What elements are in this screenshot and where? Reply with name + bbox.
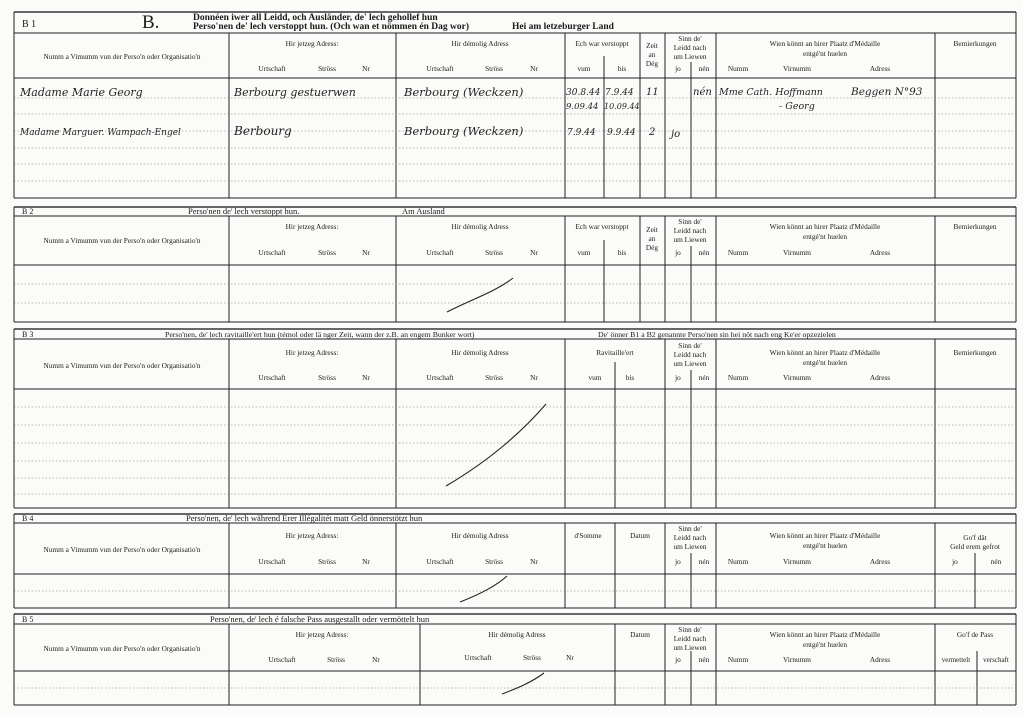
sub-header-street: Ströss [485,557,503,566]
sub-header-firstname: Virnumm [783,64,811,73]
sub-header-place: Urtschaft [258,248,286,257]
strike-through-mark [502,673,544,694]
sub-header-street: Ströss [485,64,503,73]
sub-header-street: Ströss [318,248,336,257]
sub-header-street: Ströss [485,373,503,382]
col-header-medal-1: Wien könnt an hirer Plaatz d'Médaille [769,39,881,48]
col-header-remarks: Bemierkungen [953,348,997,357]
sub-header-place: Urtschaft [426,64,454,73]
col-header-name: Numm a Vimumm vun der Perso'n oder Organisatio'n [43,52,201,61]
col-header-suffer-2: Leidd nach [673,634,707,643]
col-header-medal-2: entgé'nt huelen [802,541,848,550]
col-header-time-2: an [648,50,656,59]
sub-header-place: Urtschaft [268,655,296,664]
col-header-hidden: Ech war verstoppt [575,39,629,48]
sub-header-firstname: Virnumm [783,373,811,382]
col-header-hidden: Ech war verstoppt [575,222,629,231]
entry-1-current-address: Berbourg gestuerwen [234,86,356,99]
col-header-sum: d'Somme [574,531,602,540]
col-header-former-address: Hir démolig Adress [451,348,509,357]
col-header-suffer-1: Sinn de' [678,625,702,634]
sub-header-street: Ströss [485,248,503,257]
col-header-medal-1: Wien könnt an hirer Plaatz d'Médaille [769,531,881,540]
col-header-former-address: Hir démolig Adress [451,39,509,48]
entry-1-medal-firstname: - Georg [779,101,815,112]
sub-header-mediated: verschaft [983,656,1009,664]
col-header-suffer-3: um Liewen [673,542,707,551]
col-header-time-1: Zeit [646,225,658,234]
section-title: Perso'nen de' lech verstoppt hun. [188,206,300,216]
sub-header-yes: jo [675,655,681,664]
entry-2-former-address: Berbourg (Weckzen) [404,124,524,138]
entry-2-to: 9.9.44 [607,128,636,138]
col-header-medal-2: entgé'nt huelen [802,358,848,367]
col-header-name: Numm a Vimumm vun der Perso'n oder Organisatio'n [43,361,201,370]
col-header-suffer-3: um Liewen [673,52,707,61]
sub-header-nr: Nr [372,655,380,664]
col-header-medal-2: entgé'nt huelen [802,49,848,58]
sub-header-address: Adress [869,373,891,382]
strike-through-mark [460,576,507,602]
section-title-note: De' önner B1 a B2 genannte Perso'nen sin hei nöt nach eng Ke'er opzezielen [598,330,836,339]
sub-header-street: Ströss [318,373,336,382]
entry-1-from: 30.8.44 [566,88,601,98]
col-header-time-2: an [648,234,656,243]
col-header-medal-1: Wien könnt an hirer Plaatz d'Médaille [769,348,881,357]
sub-header-name: Numm [727,248,749,257]
entry-1-answer: nén [693,87,712,98]
section-title: Perso'nen, de' lech é falsche Pass ausgestallt oder vermöttelt hun [210,614,430,624]
sub-header-to: bis [617,248,627,257]
sub-header-place: Urtschaft [258,373,286,382]
col-header-current-address: Hir jetzeg Adress: [285,531,339,540]
section-code: B 2 [22,207,34,216]
sub-header-no: nén [698,557,710,566]
col-header-suffer-2: Leidd nach [673,43,707,52]
strike-through-mark [447,278,513,312]
entry-1-former-address: Berbourg (Weckzen) [404,85,524,99]
col-header-suffer-1: Sinn de' [678,524,702,533]
sub-header-issued: vermettelt [941,656,971,664]
sub-header-no: nén [990,557,1002,566]
sub-header-from: vum [577,248,591,257]
col-header-suffer-2: Leidd nach [673,533,707,542]
col-header-suffer-3: um Liewen [673,643,707,652]
sub-header-name: Numm [727,655,749,664]
col-header-money-2: Geld erem gefrot [950,542,1000,551]
col-header-suffer-1: Sinn de' [678,34,702,43]
col-header-time-1: Zeit [646,41,658,50]
sub-header-yes: jo [675,64,681,73]
sub-header-place: Urtschaft [426,557,454,566]
sub-header-yes: jo [952,557,958,566]
sub-header-nr: Nr [566,653,574,662]
strike-through-mark [446,404,546,486]
col-header-current-address: Hir jetzeg Adress: [285,222,339,231]
sub-header-street: Ströss [318,557,336,566]
col-header-current-address: Hir jetzeg Adress: [295,630,349,639]
sub-header-address: Adress [869,248,891,257]
col-header-name: Numm a Vimumm vun der Perso'n oder Organisatio'n [43,236,201,245]
entry-1-to: 7.9.44 [605,88,634,98]
entry-1-from-2: 9.09.44 [566,102,599,112]
section-code: B 3 [22,330,34,339]
section-title-location: Hei am letzeburger Land [512,22,614,32]
entry-2-answer: jo [671,129,681,140]
section-letter: B. [142,12,160,33]
section-b5 [14,614,1016,705]
col-header-current-address: Hir jetzeg Adress: [285,39,339,48]
sub-header-place: Urtschaft [426,248,454,257]
entry-1-to-2: 10.09.44 [604,102,640,111]
sub-header-nr: Nr [362,64,370,73]
sub-header-no: nén [698,373,710,382]
col-header-supplied: Ravitaille'ert [596,348,634,357]
sub-header-from: vum [577,64,591,73]
col-header-suffer-2: Leidd nach [673,350,707,359]
sub-header-place: Urtschaft [464,653,492,662]
section-title-line1: Donnéen iwer all Leidd, och Ausländer, de' lech gehollef hun [193,13,438,23]
sub-header-nr: Nr [530,557,538,566]
col-header-date: Datum [630,531,650,540]
sub-header-street: Ströss [327,655,345,664]
sub-header-no: nén [698,64,710,73]
col-header-time-3: Dég [645,243,659,252]
col-header-former-address: Hir démolig Adress [451,531,509,540]
col-header-medal-1: Wien könnt an hirer Plaatz d'Médaille [769,222,881,231]
entry-2-days: 2 [649,127,656,138]
sub-header-no: nén [698,248,710,257]
sub-header-nr: Nr [530,64,538,73]
col-header-pass: Go'f de Pass [956,630,994,639]
section-title: Perso'nen, de' lech ravitaille'ert hun (témol oder lä nger Zeit, wann der z.B. an engem Bunker wort) [165,330,475,339]
col-header-suffer-2: Leidd nach [673,226,707,235]
sub-header-no: nén [698,655,710,664]
col-header-medal-2: entgé'nt huelen [802,640,848,649]
sub-header-address: Adress [869,557,891,566]
entry-1-days: 11 [646,87,659,98]
col-header-current-address: Hir jetzeg Adress: [285,348,339,357]
entry-2-current-address: Berbourg [234,124,292,138]
col-header-suffer-3: um Liewen [673,359,707,368]
entry-1-medal-name: Mme Cath. Hoffmann [719,87,823,98]
sub-header-to: bis [617,64,627,73]
section-code: B 5 [22,615,34,624]
entry-2-name: Madame Marguer. Wampach-Engel [20,128,181,138]
sub-header-place: Urtschaft [258,64,286,73]
col-header-remarks: Bemierkungen [953,222,997,231]
entry-2-from: 7.9.44 [567,128,596,138]
section-b1 [14,12,1016,198]
col-header-date: Datum [630,630,650,639]
entry-1-medal-address: Beggen N°93 [851,86,923,98]
sub-header-nr: Nr [530,248,538,257]
sub-header-yes: jo [675,248,681,257]
sub-header-address: Adress [869,64,891,73]
sub-header-name: Numm [727,557,749,566]
sub-header-address: Adress [869,655,891,664]
col-header-suffer-1: Sinn de' [678,341,702,350]
entry-1-name: Madame Marie Georg [20,86,143,99]
sub-header-place: Urtschaft [426,373,454,382]
section-title: Perso'nen, de' lech während Erer Illégalitét matt Geld önnerstötzt hun [186,513,423,523]
section-title-location: Am Ausland [402,206,445,216]
col-header-former-address: Hir démolig Adress [451,222,509,231]
col-header-time-3: Dég [645,59,659,68]
section-b4 [14,513,1016,608]
sub-header-from: vum [588,373,602,382]
sub-header-nr: Nr [362,373,370,382]
col-header-medal-2: entgé'nt huelen [802,232,848,241]
sub-header-nr: Nr [530,373,538,382]
section-b2 [14,206,1016,322]
section-title-line2: Perso'nen de' lech verstoppt hun. (Och wan et nömmen én Dag wor) [193,22,470,32]
sub-header-firstname: Virnumm [783,248,811,257]
sub-header-place: Urtschaft [258,557,286,566]
col-header-name: Numm a Vimumm vun der Perso'n oder Organisatio'n [43,644,201,653]
section-b3 [14,329,1016,508]
col-header-suffer-1: Sinn de' [678,217,702,226]
col-header-medal-1: Wien könnt an hirer Plaatz d'Médaille [769,630,881,639]
sub-header-street: Ströss [523,653,541,662]
sub-header-to: bis [625,373,635,382]
col-header-name: Numm a Vimumm vun der Perso'n oder Organisatio'n [43,545,201,554]
sub-header-nr: Nr [362,557,370,566]
col-header-former-address: Hir démolig Adress [488,630,546,639]
sub-header-yes: jo [675,557,681,566]
col-header-money-1: Go'f dät [963,533,987,542]
sub-header-firstname: Virnumm [783,557,811,566]
sub-header-yes: jo [675,373,681,382]
section-code: B 1 [22,19,37,30]
col-header-remarks: Bemierkungen [953,39,997,48]
col-header-suffer-3: um Liewen [673,235,707,244]
sub-header-name: Numm [727,373,749,382]
sub-header-firstname: Virnumm [783,655,811,664]
sub-header-nr: Nr [362,248,370,257]
sub-header-name: Numm [727,64,749,73]
sub-header-street: Ströss [318,64,336,73]
section-code: B 4 [22,514,34,523]
